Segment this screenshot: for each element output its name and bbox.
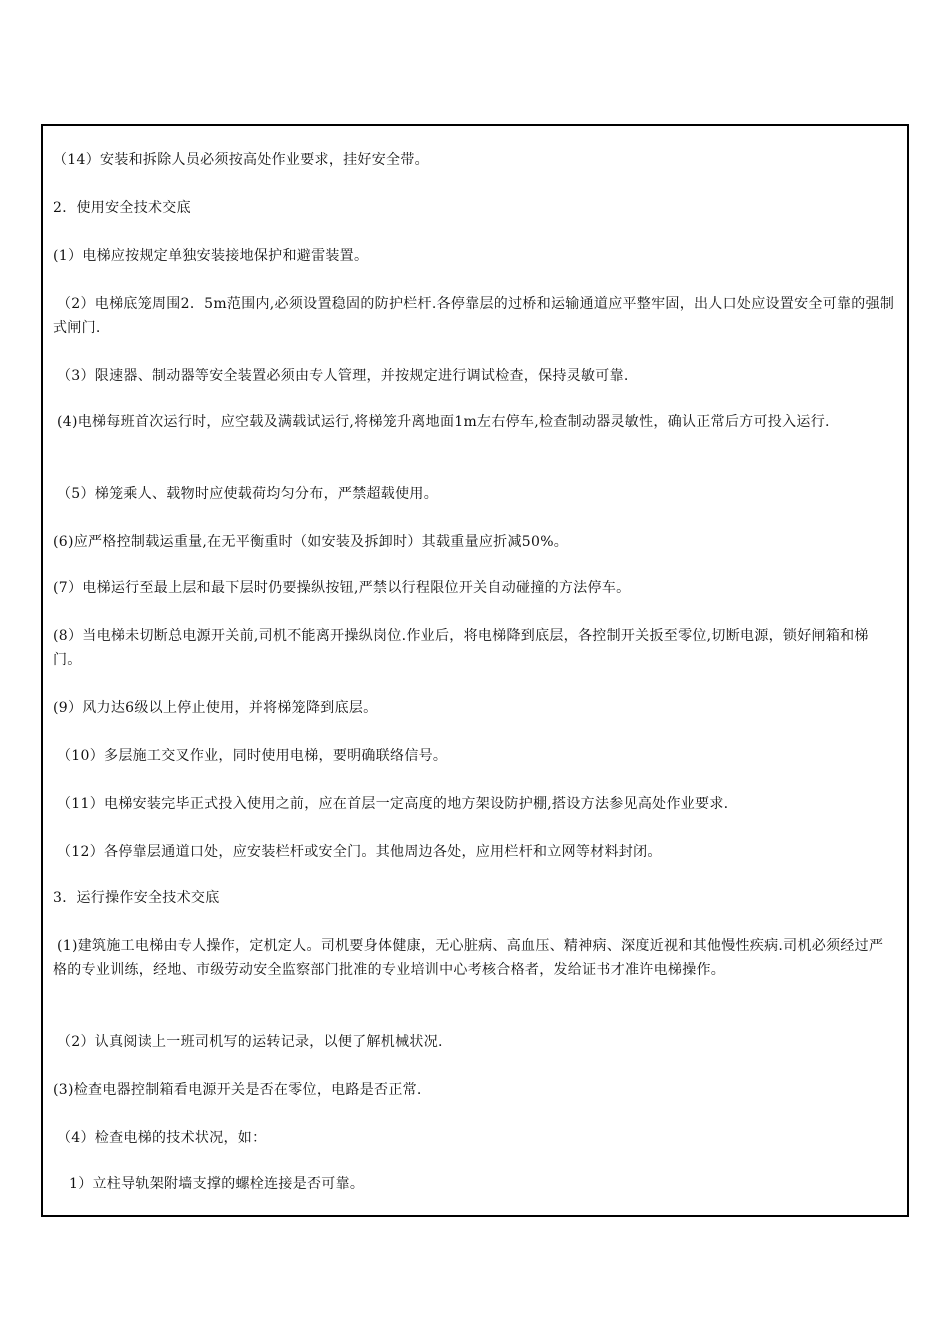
paragraph-op-2-records: （2）认真阅读上一班司机写的运转记录，以便了解机械状况.	[57, 1034, 443, 1050]
paragraph-6-weight: (6)应严格控制载运重量,在无平衡重时（如安装及拆卸时）其载重量应折减50%。	[53, 534, 569, 550]
paragraph-7-limit-switch: (7）电梯运行至最上层和最下层时仍要操纵按钮,严禁以行程限位开关自动碰撞的方法停车。	[53, 580, 631, 596]
paragraph-14-harness: （14）安装和拆除人员必须按高处作业要求，挂好安全带。	[53, 152, 429, 168]
paragraph-3-safety-devices: （3）限速器、制动器等安全装置必须由专人管理，并按规定进行调试检查，保持灵敏可靠.	[57, 368, 629, 384]
paragraph-12-guard: （12）各停靠层通道口处，应安装栏杆或安全门。其他周边各处，应用栏杆和立网等材料封闭。	[57, 844, 662, 860]
paragraph-1-grounding: (1）电梯应按规定单独安装接地保护和避雷装置。	[53, 248, 369, 264]
paragraph-op-4-inspection: （4）检查电梯的技术状况，如：	[57, 1130, 267, 1146]
paragraph-op-4-1-bolts: 1）立柱导轨架附墙支撑的螺栓连接是否可靠。	[69, 1176, 365, 1192]
paragraph-11-shelter: （11）电梯安装完毕正式投入使用之前，应在首层一定高度的地方架设防护棚,搭设方法参见高处作业要求.	[57, 796, 729, 812]
paragraph-2-railing: （2）电梯底笼周围2．5m范围内,必须设置稳固的防护栏杆.各停靠层的过桥和运输通道应平整牢固，出人口处应设置安全可靠的强制式闸门.	[53, 296, 895, 336]
document-frame	[41, 124, 909, 1217]
paragraph-4-test-run: (4)电梯每班首次运行时，应空载及满载试运行,将梯笼升离地面1m左右停车,检查制动器灵敏性，确认正常后方可投入运行.	[57, 414, 830, 430]
paragraph-op-1-operator: (1)建筑施工电梯由专人操作，定机定人。司机要身体健康，无心脏病、高血压、精神病、深度近视和其他慢性疾病.司机必须经过严格的专业训练，经地、市级劳动安全监察部门批准的专业培训中心考核合格者，发给证书才准许电梯操作。	[53, 938, 884, 978]
paragraph-10-signals: （10）多层施工交叉作业，同时使用电梯，要明确联络信号。	[57, 748, 448, 764]
section-heading-2: 2．使用安全技术交底	[53, 200, 191, 216]
paragraph-5-load: （5）梯笼乘人、载物时应使载荷均匀分布，严禁超载使用。	[57, 486, 439, 502]
paragraph-8-power-off: (8）当电梯未切断总电源开关前,司机不能离开操纵岗位.作业后，将电梯降到底层，各控制开关扳至零位,切断电源，锁好闸箱和梯门。	[53, 628, 869, 668]
paragraph-9-wind: (9）风力达6级以上停止使用，并将梯笼降到底层。	[53, 700, 378, 716]
paragraph-op-3-electrical: (3)检查电器控制箱看电源开关是否在零位，电路是否正常.	[53, 1082, 422, 1098]
section-heading-3: 3．运行操作安全技术交底	[53, 890, 220, 906]
